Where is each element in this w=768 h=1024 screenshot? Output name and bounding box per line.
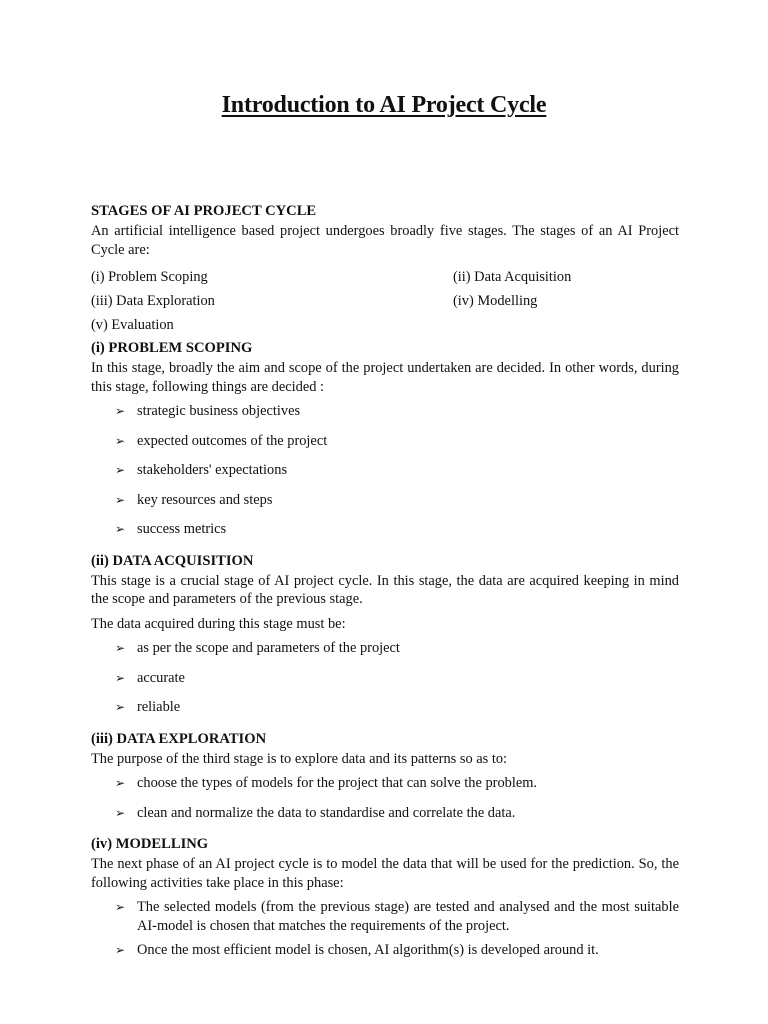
arrow-bullet-icon: ➢ — [115, 492, 126, 507]
section-heading-data-acquisition: (ii) DATA ACQUISITION — [91, 552, 254, 569]
data-exploration-text: The purpose of the third stage is to explore data and its patterns so as to: — [91, 750, 508, 767]
stage-item: (v) Evaluation — [91, 317, 174, 333]
list-item — [115, 774, 679, 798]
list-item-text: strategic business objectives — [137, 403, 301, 419]
list-item-text: expected outcomes of the project — [137, 432, 328, 449]
problem-scoping-text: In this stage, broadly the aim and scope of the project undertaken are decided. In other words, during this stage, following things are decided : — [91, 360, 679, 395]
section-heading-modelling: (iv) MODELLING — [91, 836, 209, 852]
list-item-text: choose the types of models for the project that can solve the problem. — [137, 775, 538, 791]
arrow-bullet-icon: ➢ — [115, 700, 126, 714]
arrow-bullet-icon: ➢ — [115, 433, 126, 448]
list-item — [115, 520, 679, 544]
list-item-text: key resources and steps — [137, 491, 273, 508]
list-item-text: as per the scope and parameters of the project — [137, 640, 400, 656]
list-item — [115, 941, 679, 965]
list-item — [115, 432, 679, 456]
stage-item: (iii) Data Exploration — [91, 293, 215, 309]
stages-intro: An artificial intelligence based project undergoes broadly five stages. The stages of an AI Project Cycle are: — [91, 223, 679, 258]
list-item — [115, 491, 679, 515]
data-acquisition-text-2: The data acquired during this stage must be: — [91, 615, 346, 632]
list-item-text: success metrics — [137, 521, 227, 537]
list-item-text: stakeholders' expectations — [137, 462, 288, 478]
section-heading-problem-scoping: (i) PROBLEM SCOPING — [91, 340, 253, 356]
list-item-text: clean and normalize the data to standardise and correlate the data. — [137, 804, 516, 821]
stage-item: (ii) Data Acquisition — [453, 269, 572, 285]
section-heading-data-exploration: (iii) DATA EXPLORATION — [91, 730, 267, 747]
stage-item: (i) Problem Scoping — [91, 269, 208, 285]
arrow-bullet-icon: ➢ — [115, 404, 126, 418]
problem-scoping-list — [91, 402, 679, 544]
list-item-text: The selected models (from the previous stage) are tested and analysed and the most suitable AI-model is chosen that matches the requirements of the project. — [137, 899, 679, 934]
list-item-text: accurate — [137, 669, 185, 686]
section-heading-stages: STAGES OF AI PROJECT CYCLE — [91, 203, 317, 219]
arrow-bullet-icon: ➢ — [115, 942, 126, 957]
arrow-bullet-icon: ➢ — [115, 670, 126, 685]
list-item — [115, 669, 679, 693]
arrow-bullet-icon: ➢ — [115, 641, 126, 655]
modelling-text: The next phase of an AI project cycle is to model the data that will be used for the prediction. So, the following activities take place in this phase: — [91, 856, 679, 891]
list-item — [115, 639, 679, 663]
stages-row-1 — [91, 265, 679, 289]
list-item — [115, 804, 679, 828]
arrow-bullet-icon: ➢ — [115, 463, 126, 477]
list-item — [115, 461, 679, 485]
list-item — [115, 698, 679, 722]
page-title: Introduction to AI Project Cycle — [221, 92, 547, 118]
list-item — [115, 402, 679, 426]
stage-item: (iv) Modelling — [453, 293, 538, 309]
data-acquisition-text: This stage is a crucial stage of AI project cycle. In this stage, the data are acquired keeping in mind the scope and parameters of the previous stage. — [91, 572, 679, 607]
arrow-bullet-icon: ➢ — [115, 805, 126, 820]
data-acquisition-list — [91, 639, 679, 722]
arrow-bullet-icon: ➢ — [115, 522, 126, 536]
arrow-bullet-icon: ➢ — [115, 776, 126, 790]
list-item-text: Once the most efficient model is chosen, AI algorithm(s) is developed around it. — [137, 941, 599, 958]
list-item-text: reliable — [137, 699, 181, 715]
modelling-list — [91, 898, 679, 965]
stages-row-2 — [91, 289, 679, 313]
data-exploration-list — [91, 774, 679, 828]
list-item — [115, 898, 679, 935]
arrow-bullet-icon: ➢ — [115, 900, 126, 914]
document-body — [91, 200, 679, 970]
